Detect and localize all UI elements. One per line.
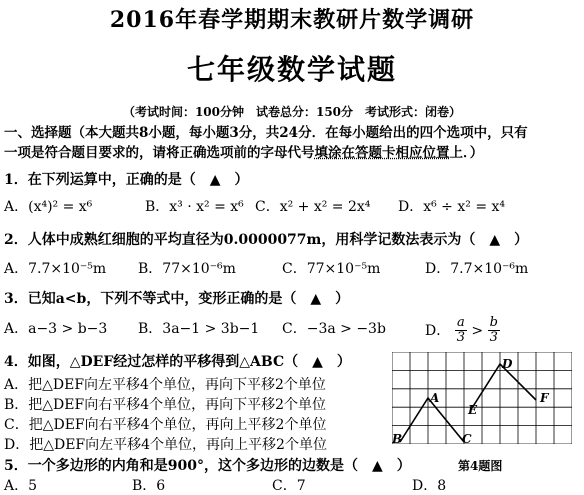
question-3-option-d-label: D．: [425, 322, 451, 339]
question-2-option-b: B．77×10⁻⁶m: [138, 261, 236, 277]
grid-figure-svg: [392, 352, 572, 444]
question-4-option-a: A．把△DEF向左平移4个单位，再向下平移2个单位: [4, 377, 326, 393]
question-5-option-a: A．5: [4, 478, 38, 494]
question-5-option-b: B．6: [132, 478, 166, 494]
figure-caption: 第4题图: [458, 459, 503, 473]
label-c: C: [462, 432, 472, 444]
question-1-option-c: C．x² + x² = 2x⁴: [255, 199, 371, 215]
question-2-option-a: A．7.7×10⁻⁵m: [4, 261, 107, 277]
question-4-stem: 4．如图，△DEF经过怎样的平移得到△ABC（ ▲ ）: [4, 354, 351, 370]
label-f: F: [540, 391, 549, 405]
question-1-option-d: D．x⁶ ÷ x² = x⁴: [398, 199, 506, 215]
exam-meta: （考试时间：100分钟 试卷总分：150分 考试形式：闭卷）: [122, 105, 462, 119]
question-1-option-b: B．x³ · x² = x⁶: [145, 199, 244, 215]
label-a: A: [430, 391, 440, 405]
translation-figure: [392, 352, 572, 444]
section-heading-line1: 一、选择题（本大题共8小题，每小题3分，共24分．在每小题给出的四个选项中，只有: [4, 125, 528, 141]
question-2-option-c: C．77×10⁻⁵m: [282, 261, 381, 277]
exam-title-top: 2016年春学期期末教研片数学调研: [109, 7, 475, 33]
section-heading-line2: [4, 147, 483, 161]
fraction-left: $\frac{a}{3}$: [456, 315, 465, 346]
question-3-option-d: [425, 316, 500, 346]
question-2-option-d: D．7.7×10⁻⁶m: [425, 261, 529, 277]
question-3-stem: 3．已知a<b，下列不等式中，变形正确的是（ ▲ ）: [4, 291, 350, 307]
section-heading-line2-pre: 一项是符合题目要求的，请将正确选项前的字母代号: [4, 145, 315, 161]
question-3-option-c: C．−3a > −3b: [282, 321, 386, 337]
question-1-option-a: A．(x⁴)² = x⁶: [4, 199, 93, 215]
question-5-option-d: D．8: [412, 478, 447, 494]
label-d: D: [502, 357, 513, 371]
section-heading-line2-dotted: 填涂在答题卡相应位置: [314, 145, 450, 161]
fraction-right: $\frac{b}{3}$: [489, 315, 498, 346]
label-e: E: [468, 403, 478, 417]
exam-title-main: 七年级数学试题: [186, 53, 397, 86]
section-heading-line2-post: 上．）: [449, 145, 484, 161]
question-3-option-a: A．a−3 > b−3: [4, 321, 108, 337]
label-b: B: [392, 432, 403, 444]
question-5-stem: 5．一个多边形的内角和是900°，这个多边形的边数是（ ▲ ）: [4, 458, 411, 474]
question-4-option-d: D．把△DEF向左平移4个单位，再向上平移2个单位: [4, 437, 327, 453]
fraction-operator: >: [471, 322, 484, 339]
question-4-option-c: C．把△DEF向右平移4个单位，再向上平移2个单位: [4, 417, 327, 433]
question-2-stem: 2．人体中成熟红细胞的平均直径为0.0000077m，用科学记数法表示为（ ▲ ）: [4, 232, 529, 248]
question-4-option-b: B．把△DEF向右平移4个单位，再向下平移2个单位: [4, 397, 327, 413]
question-1-stem: 1．在下列运算中，正确的是（ ▲ ）: [4, 172, 249, 188]
question-5-option-c: C．7: [272, 478, 306, 494]
question-3-option-b: B．3a−1 > 3b−1: [138, 321, 260, 337]
